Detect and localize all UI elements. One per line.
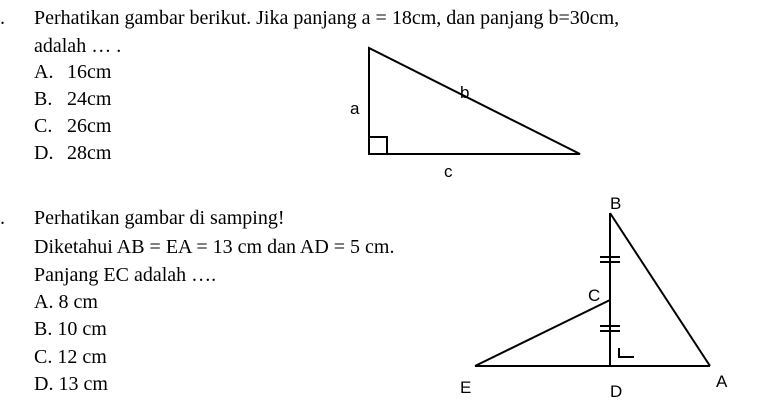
q1-label-a: a — [350, 99, 360, 118]
q1-label-c: c — [444, 162, 453, 181]
q1-option-d-text: 28cm — [67, 142, 112, 164]
q1-triangle-outline — [369, 48, 580, 154]
q1-option-c-letter: C. — [34, 115, 53, 137]
q2-option-d-text: 13 cm — [58, 373, 108, 395]
q1-option-a-text: 16cm — [67, 61, 112, 83]
q2-option-c-text: 12 cm — [57, 346, 107, 368]
q1-question-line1: Perhatikan gambar berikut. Jika panjang a = 18cm, dan panjang b=30cm, — [34, 7, 620, 29]
q2-segment-ba — [610, 213, 710, 366]
q2-number: . — [0, 207, 5, 229]
q2-label-e: E — [460, 378, 472, 397]
q1-option-c-text: 26cm — [67, 115, 112, 137]
q1-option-d-letter: D. — [34, 142, 54, 164]
q2-option-b-letter: B. — [34, 318, 53, 340]
q2-segment-ec — [475, 300, 610, 366]
q1-label-b: b — [460, 83, 470, 102]
q1-question-line2: adalah … . — [34, 35, 122, 57]
q2-right-angle-marker — [619, 348, 634, 357]
q1-number: . — [0, 7, 5, 29]
q2-option-a-text: 8 cm — [58, 291, 98, 313]
q2-question-line1: Perhatikan gambar di samping! — [34, 207, 285, 229]
q1-option-b-text: 24cm — [67, 88, 112, 110]
q2-option-b-text: 10 cm — [57, 318, 107, 340]
q2-label-d: D — [610, 382, 623, 401]
q2-label-a: A — [716, 372, 728, 391]
q2-option-c-letter: C. — [34, 346, 53, 368]
q2-question-line2: Diketahui AB = EA = 13 cm dan AD = 5 cm. — [34, 236, 395, 258]
q2-option-d-letter: D. — [34, 373, 54, 395]
q2-label-c: C — [588, 286, 601, 305]
q1-right-angle-marker — [369, 137, 387, 154]
q2-label-b: B — [610, 194, 622, 213]
q1-option-b-letter: B. — [34, 88, 53, 110]
q1-right-triangle — [369, 48, 580, 154]
q2-option-a-letter: A. — [34, 291, 54, 313]
q1-option-a-letter: A. — [34, 61, 54, 83]
q2-question-line3: Panjang EC adalah …. — [34, 264, 217, 286]
